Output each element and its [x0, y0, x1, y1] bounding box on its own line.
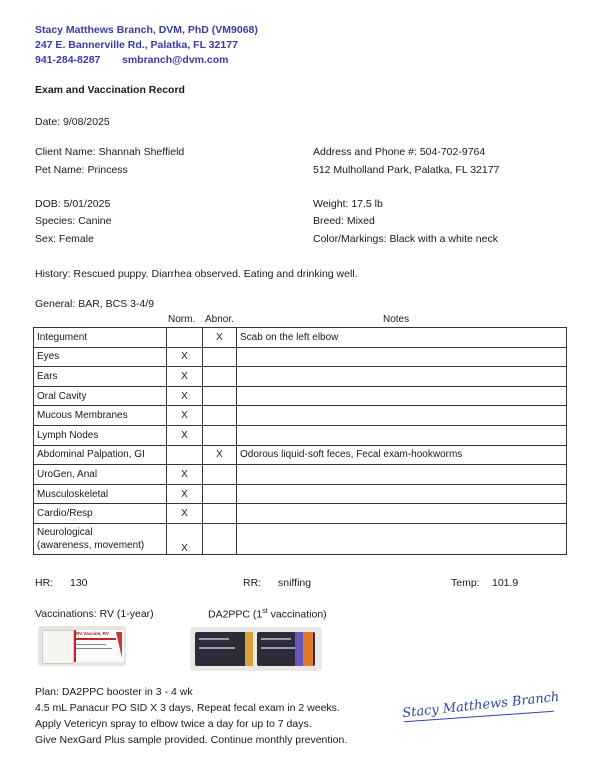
notes-cell — [237, 386, 567, 406]
plan-line-2: 4.5 mL Panacur PO SID X 3 days, Repeat fecal exam in 2 weeks. — [35, 702, 340, 714]
pet-name: Pet Name: Princess — [35, 164, 128, 176]
table-row — [34, 445, 567, 465]
abnor-cell — [203, 523, 237, 554]
plan-line-1: Plan: DA2PPC booster in 3 - 4 wk — [35, 686, 193, 698]
clinic-phone: 941-284-8287 — [35, 54, 101, 66]
abnor-cell: X — [203, 328, 237, 348]
general-exam: General: BAR, BCS 3-4/9 — [35, 298, 155, 310]
notes-column-header: Notes — [383, 314, 410, 325]
abnor-cell — [203, 465, 237, 485]
norm-column-header: Norm. — [168, 314, 196, 325]
system-cell: Lymph Nodes — [34, 425, 167, 445]
system-cell: Musculoskeletal — [34, 484, 167, 504]
pet-weight: Weight: 17.5 lb — [313, 198, 383, 210]
norm-cell: X — [167, 425, 203, 445]
pet-species: Species: Canine — [35, 215, 112, 227]
client-name: Client Name: Shannah Sheffield — [35, 146, 185, 158]
notes-cell — [237, 406, 567, 426]
hr-value: 130 — [70, 577, 88, 589]
system-cell: Oral Cavity — [34, 386, 167, 406]
notes-cell: Scab on the left elbow — [237, 328, 567, 348]
abnor-cell — [203, 484, 237, 504]
norm-cell: X — [167, 504, 203, 524]
norm-cell: X — [167, 386, 203, 406]
norm-cell: X — [167, 465, 203, 485]
notes-cell — [237, 347, 567, 367]
abnor-cell — [203, 406, 237, 426]
notes-cell — [237, 504, 567, 524]
table-row — [34, 347, 567, 367]
table-row — [34, 367, 567, 387]
abnor-column-header: Abnor. — [205, 314, 234, 325]
norm-cell: X — [167, 367, 203, 387]
da2ppc-label: DA2PPC (1st vaccination) — [208, 608, 327, 621]
record-title: Exam and Vaccination Record — [35, 84, 185, 96]
abnor-cell — [203, 347, 237, 367]
vet-signature: Stacy Matthews Branch — [401, 689, 561, 722]
notes-cell — [237, 523, 567, 554]
abnor-cell — [203, 367, 237, 387]
notes-cell — [237, 484, 567, 504]
client-phone: Address and Phone #: 504-702-9764 — [313, 146, 486, 158]
notes-cell — [237, 425, 567, 445]
system-cell: Integument — [34, 328, 167, 348]
plan-line-4: Give NexGard Plus sample provided. Continue monthly prevention. — [35, 734, 348, 746]
table-row — [34, 484, 567, 504]
abnor-cell — [203, 386, 237, 406]
temp-value: 101.9 — [492, 577, 519, 589]
clinic-email: smbranch@dvm.com — [122, 54, 229, 66]
table-row — [34, 523, 567, 554]
table-row — [34, 425, 567, 445]
da2ppc-vaccine-sticker — [190, 627, 322, 671]
pet-breed: Breed: Mixed — [313, 215, 375, 227]
rv-vaccine-sticker: RV Vaccine, RV — [38, 626, 126, 666]
system-cell: Abdominal Palpation, GI — [34, 445, 167, 465]
norm-cell: X — [167, 523, 203, 554]
client-address: 512 Mulholland Park, Palatka, FL 32177 — [313, 164, 500, 176]
notes-cell — [237, 465, 567, 485]
norm-cell: X — [167, 347, 203, 367]
history: History: Rescued puppy. Diarrhea observed. Eating and drinking well. — [35, 268, 358, 280]
vet-name: Stacy Matthews Branch, DVM, PhD (VM9068) — [35, 24, 258, 36]
norm-cell — [167, 445, 203, 465]
exam-date: Date: 9/08/2025 — [35, 116, 110, 128]
pet-color-markings: Color/Markings: Black with a white neck — [313, 233, 498, 245]
rr-value: sniffing — [278, 577, 312, 589]
pet-sex: Sex: Female — [35, 233, 94, 245]
system-cell: Ears — [34, 367, 167, 387]
system-cell: Mucous Membranes — [34, 406, 167, 426]
temp-label: Temp: — [451, 577, 480, 589]
system-cell: UroGen, Anal — [34, 465, 167, 485]
notes-cell — [237, 367, 567, 387]
table-row — [34, 465, 567, 485]
exam-table — [33, 327, 567, 555]
abnor-cell: X — [203, 445, 237, 465]
vaccinations-label: Vaccinations: RV (1-year) — [35, 608, 154, 620]
clinic-address: 247 E. Bannerville Rd., Palatka, FL 32177 — [35, 39, 238, 51]
system-cell: Eyes — [34, 347, 167, 367]
norm-cell: X — [167, 484, 203, 504]
rr-label: RR: — [243, 577, 262, 589]
table-row — [34, 504, 567, 524]
hr-label: HR: — [35, 577, 54, 589]
plan-line-3: Apply Vetericyn spray to elbow twice a day for up to 7 days. — [35, 718, 312, 730]
abnor-cell — [203, 425, 237, 445]
norm-cell: X — [167, 406, 203, 426]
system-cell: Cardio/Resp — [34, 504, 167, 524]
table-row — [34, 386, 567, 406]
table-row — [34, 406, 567, 426]
pet-dob: DOB: 5/01/2025 — [35, 198, 111, 210]
table-row — [34, 328, 567, 348]
notes-cell: Odorous liquid-soft feces, Fecal exam-hookworms — [237, 445, 567, 465]
abnor-cell — [203, 504, 237, 524]
norm-cell — [167, 328, 203, 348]
system-cell: Neurological (awareness, movement) — [34, 523, 167, 554]
